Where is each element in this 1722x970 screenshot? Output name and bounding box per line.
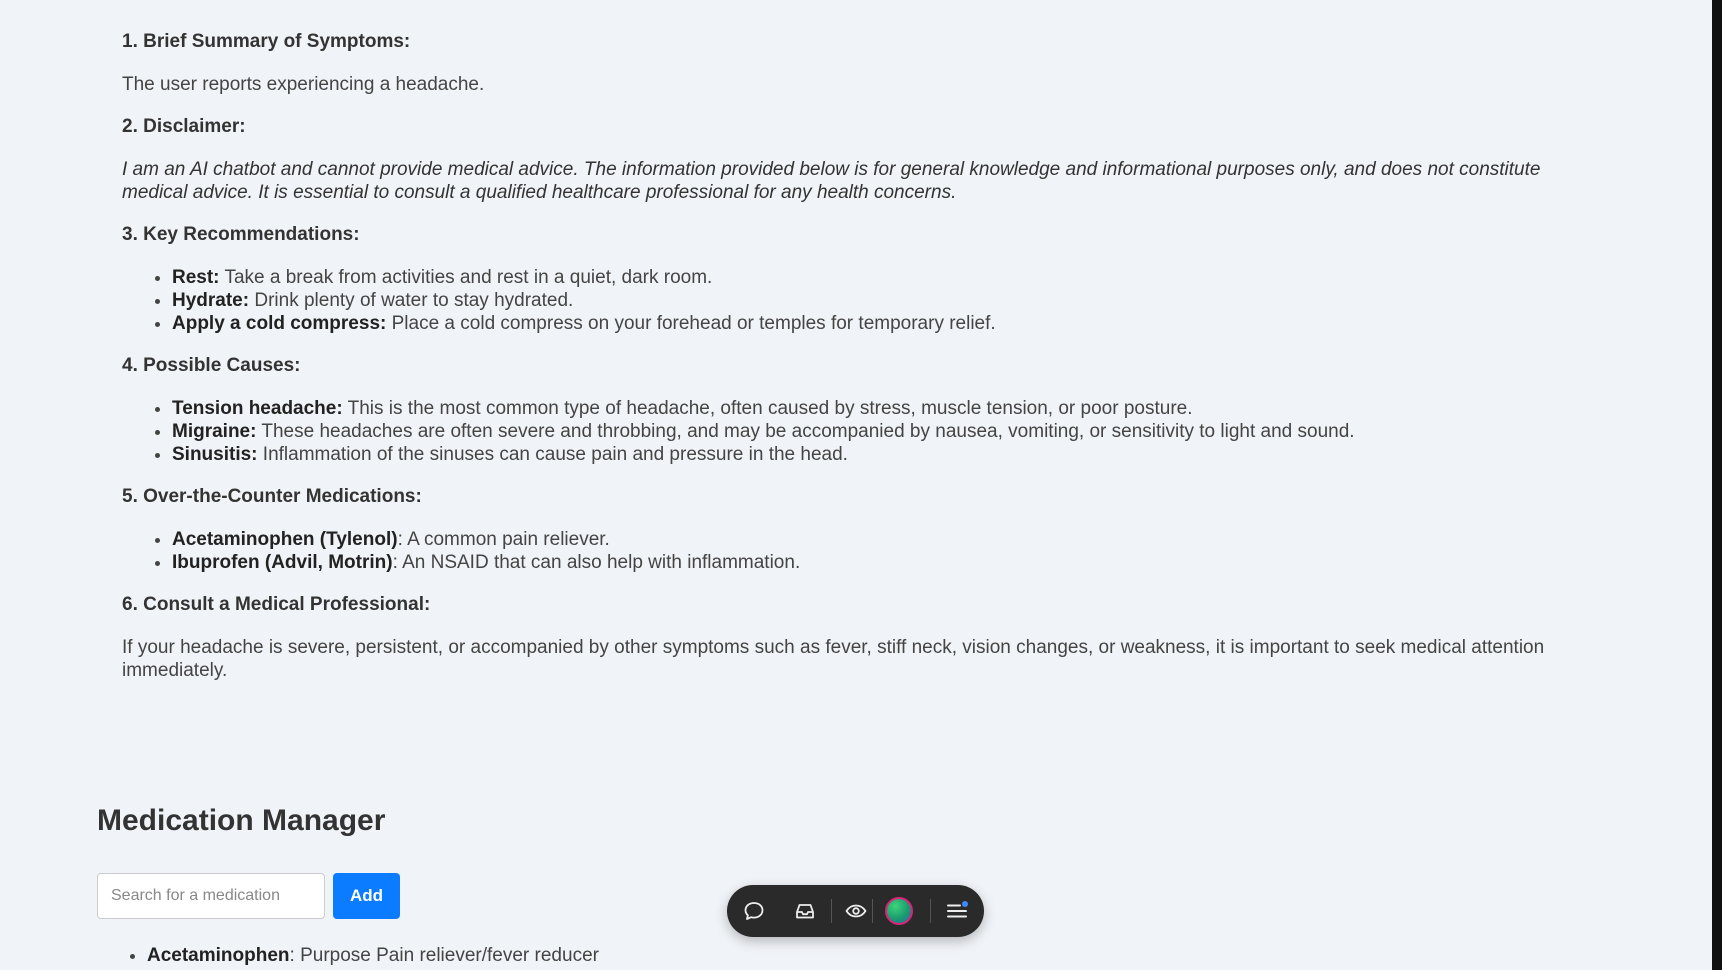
add-medication-button[interactable]: Add [333, 873, 400, 919]
section-title-summary: 1. Brief Summary of Symptoms: [122, 31, 411, 52]
floating-toolbar [727, 885, 984, 937]
section-title-disclaimer: 2. Disclaimer: [122, 116, 246, 137]
consult-text: If your headache is severe, persistent, or accompanied by other symptoms such as fever, stiff neck, vision changes, or weakness, it is important to seek medical attention immediately. [122, 637, 1545, 681]
list-item: • Acetaminophen (Tylenol): A common pain reliever. [172, 528, 1562, 551]
chat-bubble-icon[interactable] [741, 898, 767, 924]
causes-list [122, 397, 1562, 466]
section-title-otc-medications: 5. Over-the-Counter Medications: [122, 486, 422, 507]
list-item: • Sinusitis: Inflammation of the sinuses can cause pain and pressure in the head. [172, 443, 1562, 466]
toolbar-divider [872, 899, 873, 923]
toolbar-divider [930, 899, 931, 923]
list-item: • Acetaminophen: Purpose Pain reliever/fever reducer [147, 944, 599, 968]
list-item: • Migraine: These headaches are often severe and throbbing, and may be accompanied by nausea, vomiting, or sensitivity to light and sound. [172, 420, 1562, 443]
list-item: • Rest: Take a break from activities and rest in a quiet, dark room. [172, 266, 1562, 289]
list-item: • Apply a cold compress: Place a cold compress on your forehead or temples for temporary relief. [172, 312, 1562, 335]
inbox-icon[interactable] [792, 898, 818, 924]
medication-list [97, 944, 599, 968]
section-title-causes: 4. Possible Causes: [122, 355, 301, 376]
section-title-consult: 6. Consult a Medical Professional: [122, 594, 431, 615]
toolbar-divider [831, 899, 832, 923]
scrollbar[interactable] [1712, 0, 1722, 970]
summary-text: The user reports experiencing a headache. [122, 74, 485, 95]
list-item: • Ibuprofen (Advil, Motrin): An NSAID that can also help with inflammation. [172, 551, 1562, 574]
otc-medications-list [122, 528, 1562, 574]
eye-icon[interactable] [843, 898, 869, 924]
recommendations-list [122, 266, 1562, 335]
avatar[interactable] [885, 897, 913, 925]
symptom-report [122, 30, 1562, 682]
menu-icon[interactable] [944, 898, 970, 924]
medication-manager-title: Medication Manager [97, 804, 386, 837]
list-item: • Hydrate: Drink plenty of water to stay hydrated. [172, 289, 1562, 312]
section-title-recommendations: 3. Key Recommendations: [122, 224, 360, 245]
disclaimer-text: I am an AI chatbot and cannot provide medical advice. The information provided below is for general knowledge and informational purposes only, and does not constitute medical advice. It is essential to consult a qualified healthcare professional for any health concerns. [122, 159, 1541, 203]
medication-search-input[interactable] [97, 873, 325, 919]
list-item: • Tension headache: This is the most common type of headache, often caused by stress, muscle tension, or poor posture. [172, 397, 1562, 420]
